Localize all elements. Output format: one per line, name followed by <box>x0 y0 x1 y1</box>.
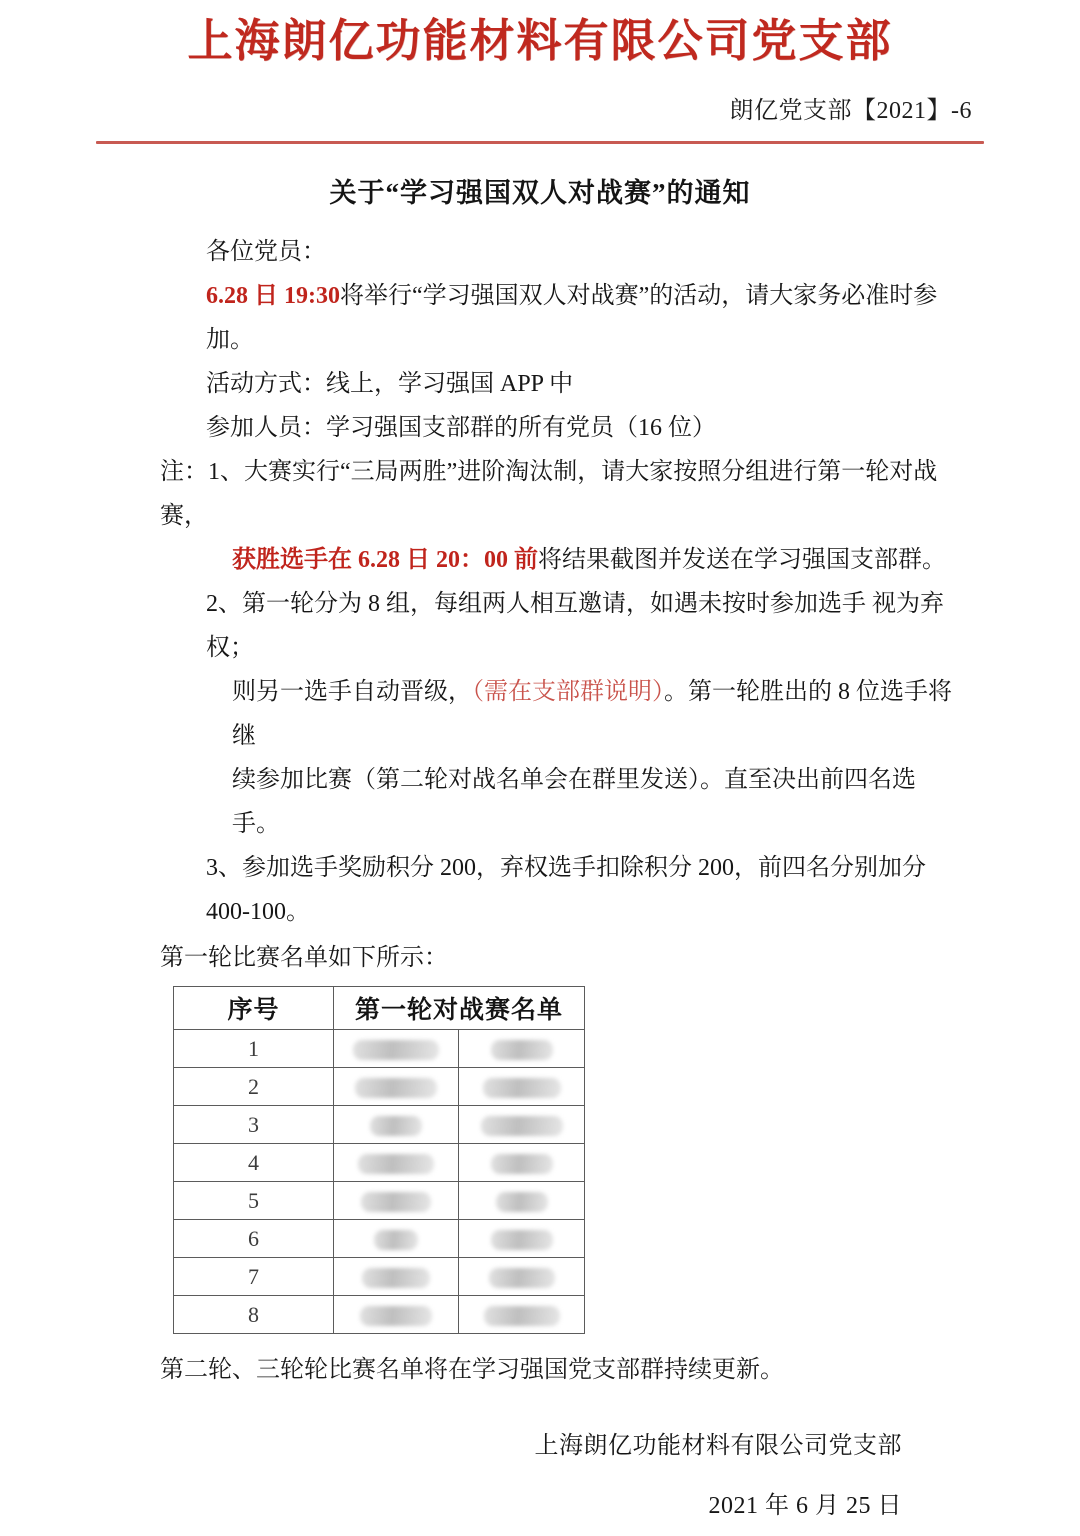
redaction-smudge <box>370 1116 422 1136</box>
redaction-smudge <box>360 1306 432 1326</box>
table-row <box>174 1068 585 1106</box>
redaction-smudge <box>481 1116 563 1136</box>
cell-player-b <box>459 1030 585 1068</box>
cell-player-a <box>333 1258 459 1296</box>
document-number: 朗亿党支部【2021】-6 <box>729 98 972 124</box>
redaction-smudge <box>496 1192 548 1212</box>
signature-org: 上海朗亿功能材料有限公司党支部 <box>534 1433 902 1459</box>
activity-time-highlight: 6.28 日 19:30 <box>206 283 340 309</box>
redaction-smudge <box>483 1078 561 1098</box>
cell-index: 5 <box>174 1182 334 1220</box>
page-title: 关于“学习强国双人对战赛”的通知 <box>329 178 751 208</box>
organization-title: 上海朗亿功能材料有限公司党支部 <box>187 16 893 66</box>
roster-table-head <box>174 987 585 1030</box>
header-divider-rule <box>96 141 984 144</box>
note-item-1-text: 1、大赛实行“三局两胜”进阶淘汰制，请大家按照分组进行第一轮对战赛， <box>160 459 938 529</box>
cell-index: 8 <box>174 1296 334 1334</box>
redaction-smudge <box>361 1192 431 1212</box>
masthead <box>0 0 1080 68</box>
redaction-smudge <box>484 1306 560 1326</box>
group-note-highlight: （需在支部群说明） <box>472 679 664 705</box>
redaction-smudge <box>491 1230 553 1250</box>
cell-player-b <box>459 1106 585 1144</box>
activity-time-rest: 将举行“学习强国双人对战赛”的活动，请大家务必准时参加。 <box>206 283 938 353</box>
cell-index: 7 <box>174 1258 334 1296</box>
closing-note: 第二轮、三轮轮比赛名单将在学习强国党支部群持续更新。 <box>160 1357 784 1383</box>
note-item-2-line-3: 续参加比赛（第二轮对战名单会在群里发送）。直至决出前四名选手。 <box>232 767 916 837</box>
note-item-1-line-2 <box>160 538 962 582</box>
cell-player-b <box>459 1258 585 1296</box>
table-row <box>174 1220 585 1258</box>
winner-deadline-rest: 将结果截图并发送在学习强国支部群。 <box>538 547 946 573</box>
table-row <box>174 1258 585 1296</box>
cell-player-b <box>459 1182 585 1220</box>
table-intro-text: 第一轮比赛名单如下所示： <box>160 945 448 971</box>
column-header-matchup: 第一轮对战赛名单 <box>333 987 584 1030</box>
roster-table-body <box>174 1030 585 1334</box>
cell-index: 4 <box>174 1144 334 1182</box>
cell-player-b <box>459 1296 585 1334</box>
roster-table <box>173 986 585 1334</box>
cell-player-a <box>333 1068 459 1106</box>
cell-player-a <box>333 1144 459 1182</box>
cell-player-b <box>459 1068 585 1106</box>
roster-table-wrap <box>0 986 1080 1334</box>
note-item-2-line-1: 2、第一轮分为 8 组，每组两人相互邀请，如遇未按时参加选手 视为弃权； <box>206 591 944 661</box>
table-header-row <box>174 987 585 1030</box>
note-item-2-line-2 <box>160 670 962 758</box>
redaction-smudge <box>491 1154 553 1174</box>
signature-date: 2021 年 6 月 25 日 <box>708 1493 902 1519</box>
cell-player-a <box>333 1182 459 1220</box>
cell-player-a <box>333 1030 459 1068</box>
notes-label: 注： <box>160 459 208 485</box>
redaction-smudge <box>358 1154 434 1174</box>
table-row <box>174 1296 585 1334</box>
cell-index: 6 <box>174 1220 334 1258</box>
activity-time-paragraph <box>160 274 962 362</box>
cell-index: 2 <box>174 1068 334 1106</box>
activity-participants: 参加人员：学习强国支部群的所有党员（16 位） <box>206 415 716 441</box>
redaction-smudge <box>362 1268 430 1288</box>
table-row <box>174 1106 585 1144</box>
redaction-smudge <box>489 1268 555 1288</box>
winner-deadline-highlight: 获胜选手在 6.28 日 20：00 前 <box>232 547 538 573</box>
note-item-1-line-1 <box>160 450 962 538</box>
activity-method: 活动方式：线上，学习强国 APP 中 <box>206 371 574 397</box>
cell-player-b <box>459 1220 585 1258</box>
note-item-2-text-a: 则另一选手自动晋级， <box>232 679 472 705</box>
cell-player-b <box>459 1144 585 1182</box>
cell-player-a <box>333 1220 459 1258</box>
table-row <box>174 1182 585 1220</box>
table-row <box>174 1144 585 1182</box>
document-body <box>0 230 1080 980</box>
column-header-index: 序号 <box>174 987 334 1030</box>
note-item-2-text-b: 。第一轮胜出的 8 位选手将继 <box>232 679 952 749</box>
note-item-3: 3、参加选手奖励积分 200，弃权选手扣除积分 200，前四名分别加分 400-100。 <box>206 855 926 925</box>
signature-block <box>0 1416 1080 1536</box>
redaction-smudge <box>491 1040 553 1060</box>
cell-player-a <box>333 1296 459 1334</box>
cell-index: 3 <box>174 1106 334 1144</box>
salutation: 各位党员： <box>206 239 326 265</box>
redaction-smudge <box>353 1040 439 1060</box>
redaction-smudge <box>355 1078 437 1098</box>
redaction-smudge <box>374 1230 418 1250</box>
cell-index: 1 <box>174 1030 334 1068</box>
cell-player-a <box>333 1106 459 1144</box>
table-row <box>174 1030 585 1068</box>
